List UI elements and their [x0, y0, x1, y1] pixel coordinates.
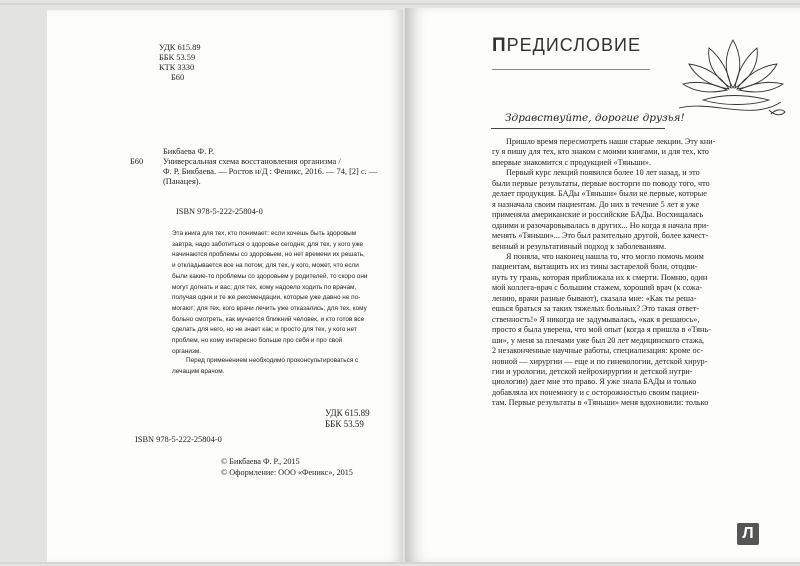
title-underline — [492, 69, 650, 70]
body-line: новной — хирургии — еще и по гинекологии, детской хирур- — [492, 356, 708, 366]
body-line: впервые знакомится с продукцией «Тяньши». — [492, 157, 652, 167]
annotation-line: начинаются проблемы со здоровьем, но нет времени их решать, — [172, 251, 365, 259]
annotation-line: больно смотреть, как мучается ближний человек, и кто готов все — [172, 315, 365, 323]
chapter-title — [492, 35, 641, 57]
description-line: (Панацея). — [163, 177, 201, 186]
copyright-design: © Оформление: ООО «Феникс», 2015 — [221, 468, 353, 477]
body-line: мой коллега-врач с большим стажем, хороший врач (к сожа- — [492, 283, 703, 293]
body-line: пациентам, вытащить их из тины застарелой боли, отодви- — [492, 262, 698, 272]
greeting-underline — [491, 128, 665, 129]
annotation-line: получая одни и те же рекомендации, которые уже давно не по- — [172, 294, 361, 302]
body-line: ешься браться за таких тяжелых больных? Это такая ответ- — [492, 304, 700, 314]
body-line: 2 незаконченные научные работы, специализация: кроме ос- — [492, 346, 704, 356]
annotation-line: могают; для тех, кого врачи лечить уже отказались; для тех, кому — [172, 304, 367, 312]
annotation-line: завтра, надо заботиться о здоровье сегодня; для тех, у кого уже — [172, 240, 364, 248]
author-name: Бикбаева Ф. Р. — [163, 147, 215, 156]
annotation-line: проблем, но кому интересно больше про себя и про свой — [172, 337, 343, 345]
title-initial: П — [492, 35, 507, 56]
bibliographic-description — [163, 157, 393, 187]
medical-warning — [172, 356, 384, 377]
annotation-line: могут догнать и вас; для тех, кому надоело ходить по врачам, — [172, 283, 357, 291]
greeting: Здравствуйте, дорогие друзья! — [505, 112, 685, 124]
body-line: Пришло время пересмотреть наши старые лекции. Эту кни- — [506, 137, 716, 146]
catalog-block-top — [159, 43, 201, 83]
bbk-line: ББК 53.59 — [325, 419, 364, 429]
body-line: делает продукция. БАДы «Тяньши» были не первые, которые — [492, 189, 707, 199]
annotation-line: и откладывается все на потом; для тех, у кого, может, что если — [172, 262, 359, 270]
body-line: добавляла их понемногу и с осторожностью своим пациен- — [492, 387, 700, 397]
right-page — [405, 8, 800, 562]
bbk-line: ББК 53.59 — [159, 53, 196, 62]
copyright-block — [221, 456, 353, 478]
body-line: гу я пишу для тех, кто знаком с моими книгами, и для тех, кто — [492, 147, 709, 157]
ktk-line: КТК 3330 — [159, 63, 195, 72]
warning-line: лечащим врачом. — [172, 367, 225, 375]
body-line: были первые результаты, первые восторги по поводу того, что — [492, 178, 710, 188]
b60-line: Б60 — [171, 73, 185, 82]
body-line: нуть ту грань, которая приближала их к смерти. Помню, один — [492, 272, 708, 282]
body-line: менять «Тяньши»... Это был разительно другой, более качест- — [492, 231, 709, 241]
udk-line: УДК 615.89 — [325, 408, 370, 418]
description-line: Ф. Р. Бикбаева. — Ростов н/Д : Феникс, 2016. — 74, [2] с. — — [163, 167, 378, 176]
body-line: Я поняла, что наконец нашла то, что могло помочь моим — [506, 251, 704, 261]
body-line: Первый курс лекций появился более 10 лет назад, и это — [506, 168, 700, 178]
left-page — [47, 10, 403, 562]
body-line: ственность!» Я никогда не задумывалась, «как я решаюсь», — [492, 314, 700, 324]
b60-label: Б60 — [130, 157, 144, 166]
body-line: там. Первые результаты в «Тяньши» меня вдохновили: только — [492, 398, 709, 408]
description-line: Универсальная схема восстановления организма / — [163, 157, 341, 166]
annotation-line: были какие-то проблемы со здоровьем у родителей, то скоро они — [172, 272, 368, 280]
isbn-bottom: ISBN 978-5-222-25804-0 — [135, 435, 222, 444]
udk-line: УДК 615.89 — [159, 43, 201, 52]
body-line: венный и результативный подход к заболеваниям. — [492, 241, 667, 251]
annotation — [172, 229, 384, 357]
title-rest: РЕДИСЛОВИЕ — [506, 35, 641, 55]
copyright-author: © Бикбаева Ф. Р., 2015 — [221, 457, 300, 466]
body-line: лению, врачи разные бывают), сказала мне: «Как ты реша- — [492, 293, 697, 303]
lotus-flower-icon — [673, 26, 793, 122]
body-line: ши», у меня за плечами уже был 20 лет медицинского стажа, — [492, 335, 705, 345]
preface-body — [492, 137, 770, 409]
catalog-block-bottom — [325, 408, 370, 430]
publisher-logo: Л — [737, 523, 759, 545]
body-line: просто я была уверена, что мой опыт (когда я пришла в «Тянь- — [492, 325, 711, 335]
body-line: циологии) дает мне это право. Я уже знала БАДы и только — [492, 377, 697, 387]
body-line: я назначала своим пациентам. До них в течение 5 лет я уже — [492, 199, 700, 209]
isbn-top: ISBN 978-5-222-25804-0 — [176, 207, 263, 216]
body-line: одними и разочаровывалась в других... Но когда я начала при- — [492, 220, 709, 230]
body-line: гии и урологии, детской нейрохирургии и детской нутри- — [492, 366, 693, 376]
warning-line: Перед применением необходимо проконсультироваться с — [186, 357, 359, 364]
annotation-line: организм. — [172, 347, 202, 355]
body-line: применяла американские и российские БАДы. Восхищалась — [492, 210, 704, 220]
annotation-line: сделать для него, но не знает как; и просто для тех, у кого нет — [172, 326, 357, 334]
annotation-line: Эта книга для тех, кто понимает: если хочешь быть здоровым — [172, 230, 357, 237]
